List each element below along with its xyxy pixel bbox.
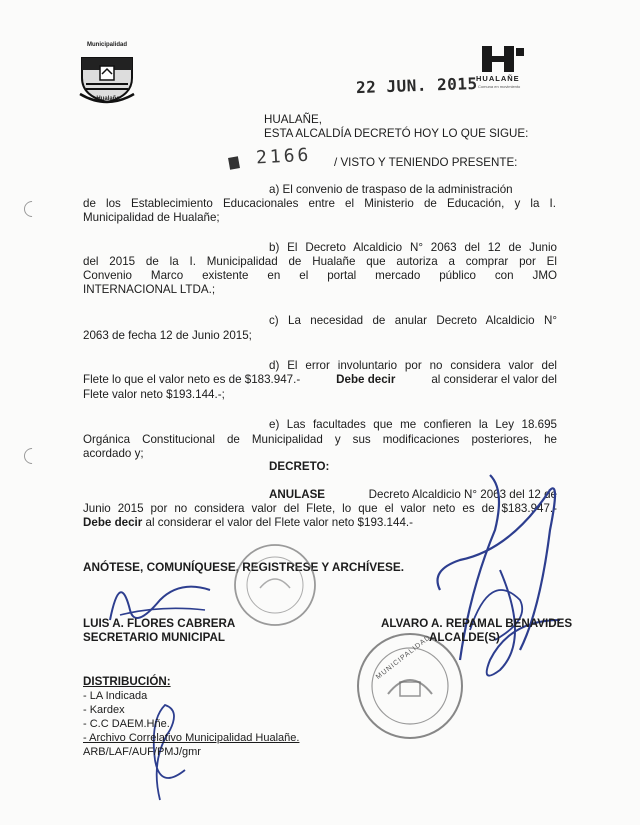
punch-hole-bottom [21, 445, 44, 468]
decreto-line-2: Junio 2015 por no considera valor del Flete, lo que el valor neto es de $183.947.- [83, 502, 557, 515]
secretario-name: LUIS A. FLORES CABRERA [83, 617, 236, 630]
punch-hole-top [21, 198, 44, 221]
crest-label-bottom: Hualañe [96, 96, 120, 102]
visto-line: / VISTO Y TENIENDO PRESENTE: [334, 156, 518, 169]
decree-intro-line: ESTA ALCALDÍA DECRETÓ HOY LO QUE SIGUE: [264, 127, 529, 140]
decreto-debe-decir: Debe decir [83, 516, 143, 529]
distribution-item: - C.C DAEM.Hñe. [83, 718, 170, 730]
decreto-heading: DECRETO: [269, 460, 330, 473]
clause-d-line-3: Flete valor neto $193.144.-; [83, 388, 225, 401]
seal-text: MUNICIPALIDAD [374, 634, 433, 681]
distribution-heading: DISTRIBUCIÓN: [83, 675, 171, 688]
clause-d-line-1: d) El error involuntario por no considera valor del [269, 359, 557, 372]
decree-number-mark [228, 156, 240, 170]
clause-d-text-2: al considerar el valor del [431, 373, 557, 386]
handwritten-signature-alcalde [400, 470, 580, 700]
city-line: HUALAÑE, [264, 113, 322, 126]
logo-name: HUALAÑE [476, 74, 520, 83]
decreto-line-1-text: Decreto Alcaldicio N° 2063 del 12 de [368, 488, 557, 501]
distribution-item: - LA Indicada [83, 690, 148, 702]
distribution-item: - Kardex [83, 704, 125, 716]
clause-b-line-2: del 2015 de la I. Municipalidad de Hualañe que autoriza a comprar por El [83, 255, 557, 268]
alcalde-name: ALVARO A. REPAMAL BENAVIDES [381, 617, 573, 630]
decreto-line-3 [83, 516, 413, 531]
clause-c-line-1: c) La necesidad de anular Decreto Alcaldicio N° [269, 314, 557, 327]
clause-e-line-1: e) Las facultades que me confieren la Ley 18.695 [269, 418, 557, 431]
clause-e-line-3: acordado y; [83, 447, 144, 460]
clause-a-line-3: Municipalidad de Hualañe; [83, 211, 220, 224]
clause-b-line-3: Convenio Marco existente en el portal mercado público con JMO [83, 269, 557, 282]
anulase-label: ANULASE [269, 488, 326, 501]
clause-d-line-2 [83, 373, 557, 388]
municipal-crest-logo [74, 44, 140, 106]
secretario-title: SECRETARIO MUNICIPAL [83, 631, 225, 644]
clause-b-line-1: b) El Decreto Alcaldicio N° 2063 del 12 de Junio [269, 241, 557, 254]
logo-slogan: Comuna en movimiento [478, 84, 521, 89]
clause-b-line-4: INTERNACIONAL LTDA.; [83, 283, 216, 296]
decreto-line-3-text: al considerar el valor del Flete valor neto $193.144.- [145, 516, 413, 529]
clause-e-line-2: Orgánica Constitucional de Municipalidad y sus modificaciones posteriores, he [83, 433, 557, 446]
clause-d-text-1: Flete lo que el valor neto es de $183.947.- [83, 373, 301, 386]
alcalde-title: ALCALDE(S) [429, 631, 500, 644]
typist-initials: ARB/LAF/AUF/PMJ/gmr [83, 746, 201, 758]
clause-a-line-1: a) El convenio de traspaso de la administración [269, 183, 513, 196]
closing-line: ANÓTESE, COMUNÍQUESE, REGISTRESE Y ARCHÍVESE. [83, 560, 404, 574]
decree-number: 2166 [255, 144, 312, 169]
clause-a-line-2: de los Establecimiento Educacionales entre el Ministerio de Educación, y la I. [83, 197, 556, 210]
municipal-seal-left [230, 540, 320, 630]
crest-label-top: Municipalidad [86, 42, 127, 48]
clause-c-line-2: 2063 de fecha 12 de Junio 2015; [83, 329, 252, 342]
hualane-logo [474, 44, 534, 104]
clause-d-debe-decir: Debe decir [336, 373, 396, 386]
distribution-item: - Archivo Correlativo Municipalidad Hualañe. [83, 732, 300, 744]
date-stamp: 22 JUN. 2015 [355, 73, 478, 98]
